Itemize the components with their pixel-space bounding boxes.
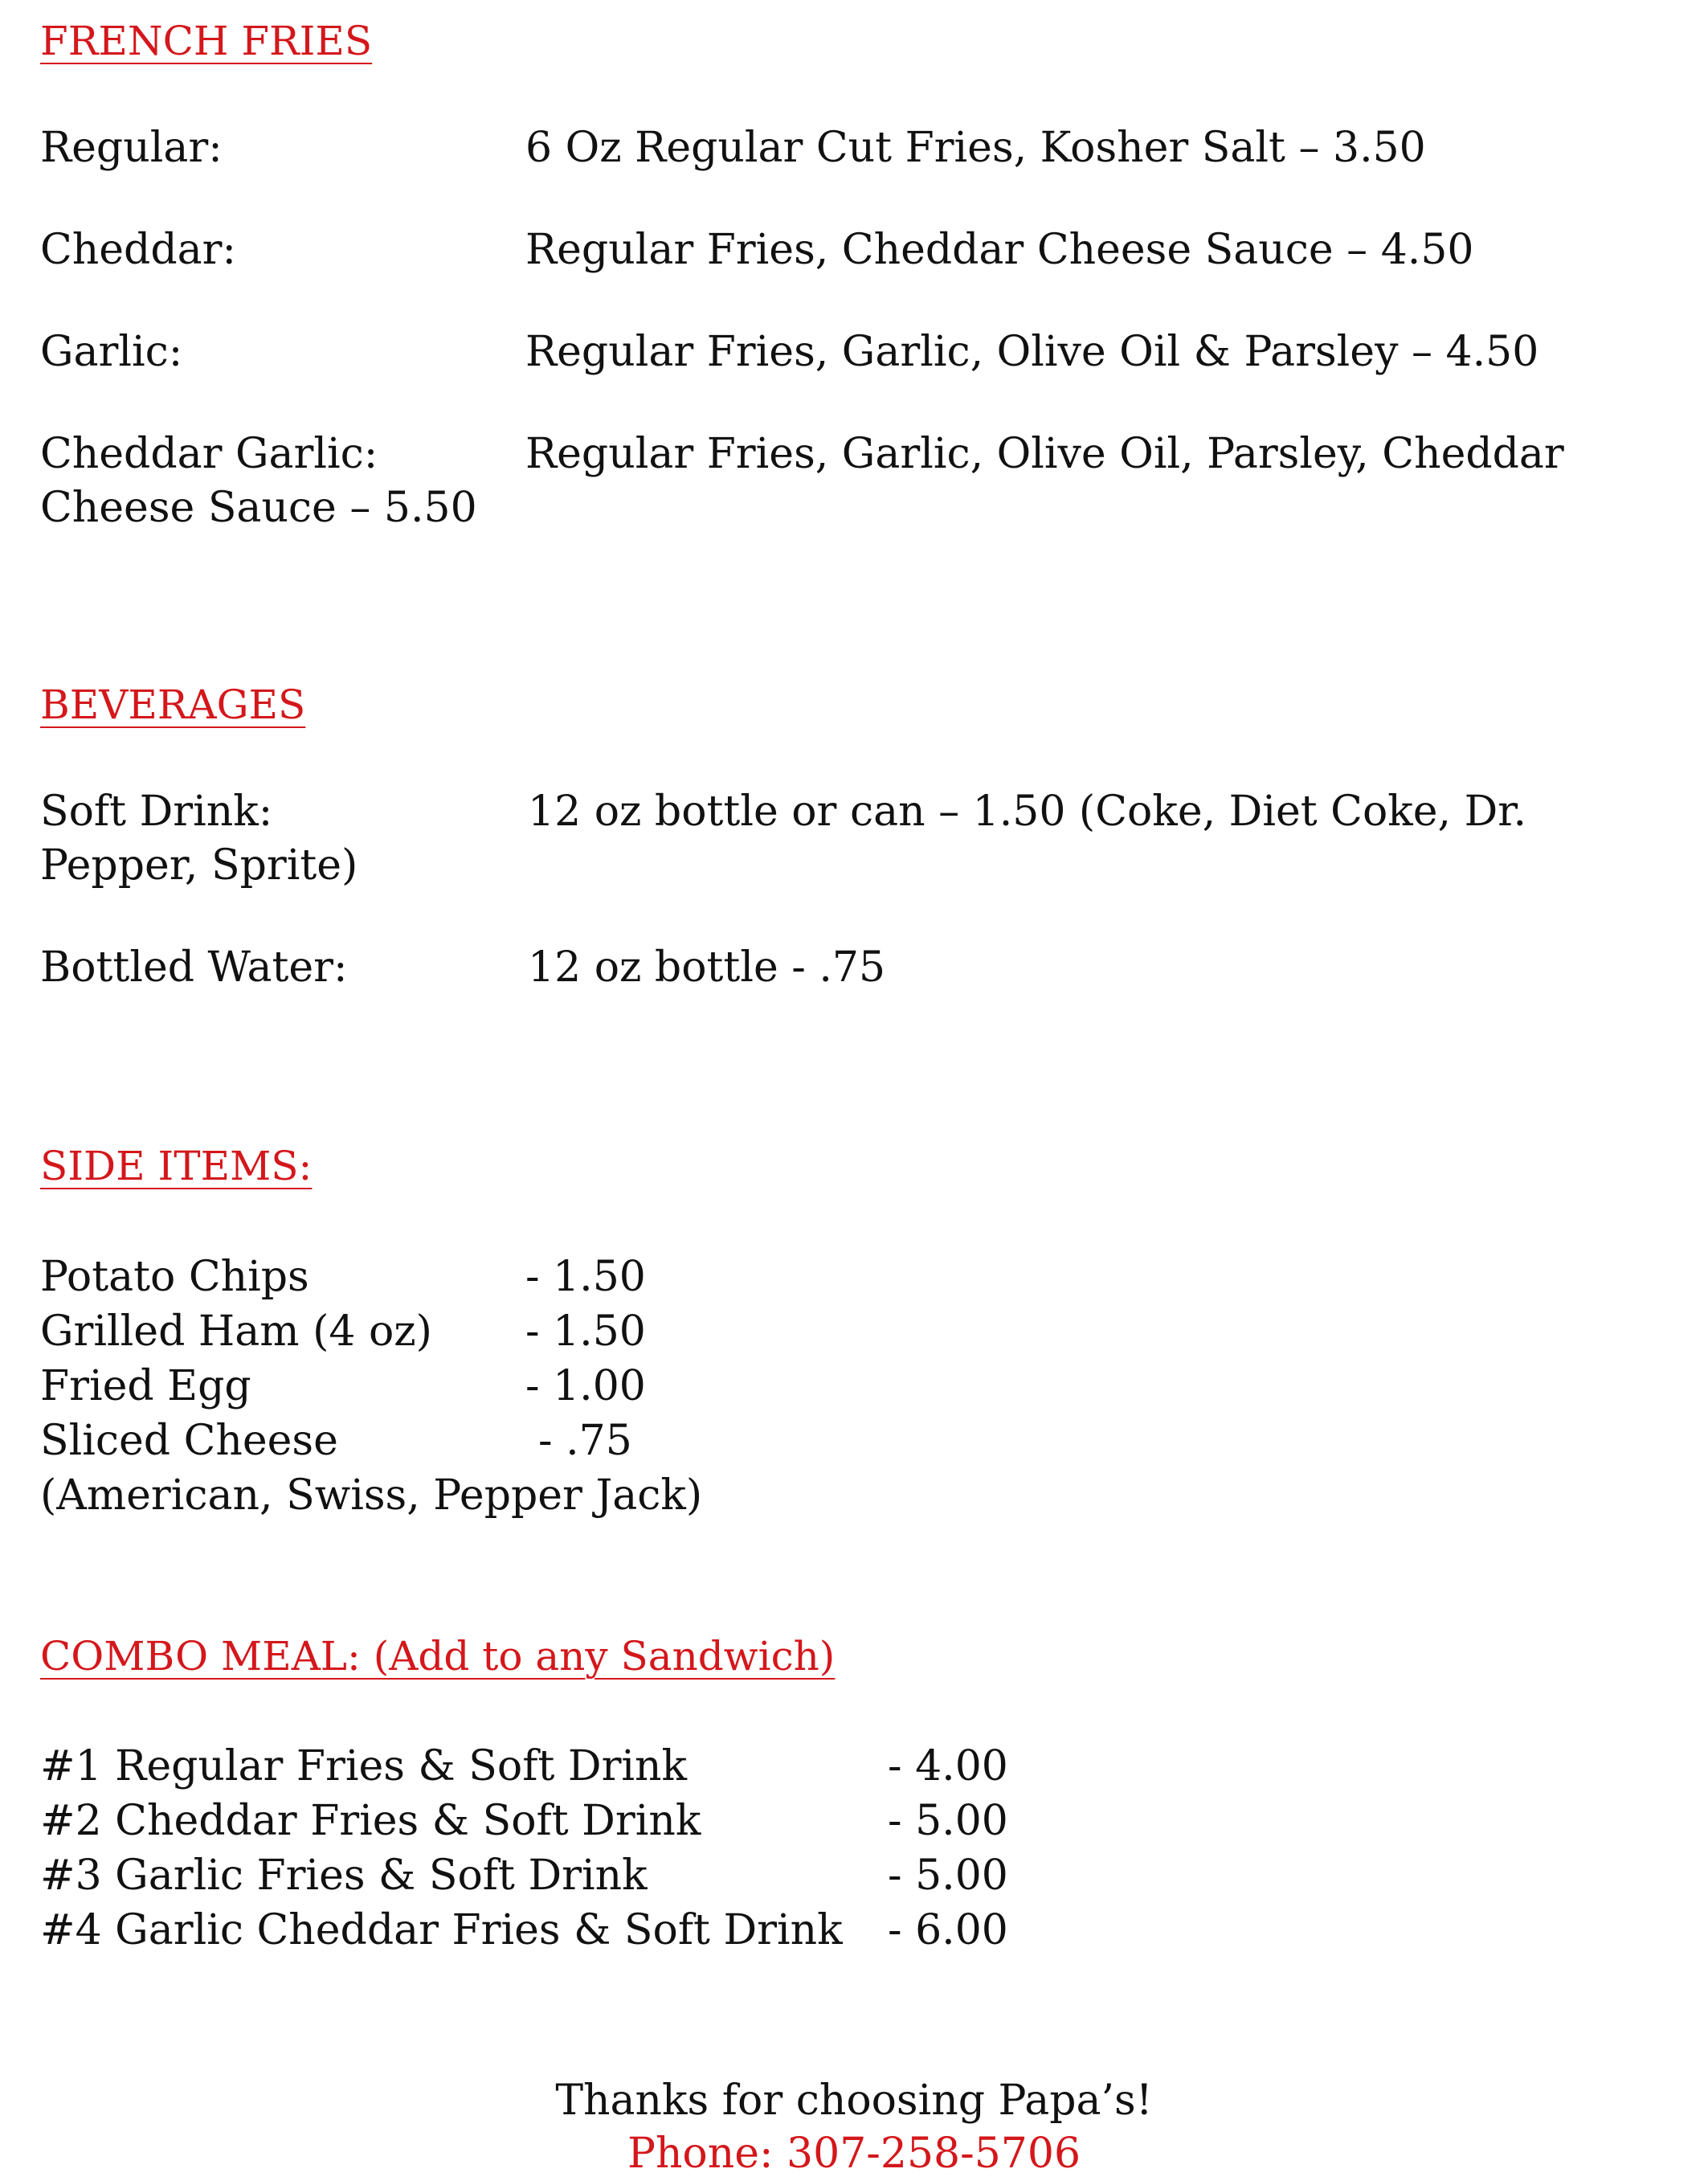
side-item-label: Grilled Ham (4 oz) [40, 1307, 432, 1356]
fries-item-desc-continued: Cheese Sauce – 5.50 [40, 484, 477, 532]
beverage-item-desc: 12 oz bottle - .75 [528, 943, 886, 992]
fries-item-label: Garlic: [40, 328, 183, 376]
beverage-item-label: Bottled Water: [40, 943, 348, 992]
beverage-item-desc-continued: Pepper, Sprite) [40, 841, 358, 890]
side-item-label: Fried Egg [40, 1362, 251, 1410]
side-item-note: (American, Swiss, Pepper Jack) [40, 1471, 703, 1520]
combo-item-label: #4 Garlic Cheddar Fries & Soft Drink [40, 1906, 843, 1954]
fries-item-label: Cheddar Garlic: [40, 430, 378, 478]
combo-item-price: - 6.00 [888, 1906, 1008, 1954]
fries-heading: FRENCH FRIES [40, 18, 373, 64]
fries-item-desc: Regular Fries, Garlic, Olive Oil & Parsley – 4.50 [525, 328, 1539, 376]
side-item-label: Sliced Cheese [40, 1417, 338, 1465]
beverages-heading: BEVERAGES [40, 681, 306, 728]
beverage-item-label: Soft Drink: [40, 788, 273, 836]
combo-item-label: #2 Cheddar Fries & Soft Drink [40, 1797, 701, 1845]
fries-item-desc: Regular Fries, Cheddar Cheese Sauce – 4.50 [525, 226, 1474, 274]
side-item-price: - 1.50 [525, 1307, 646, 1356]
side-item-price: - 1.50 [525, 1253, 646, 1301]
combo-item-price: - 5.00 [888, 1797, 1008, 1845]
thanks-message: Thanks for choosing Papa’s! [555, 2077, 1153, 2125]
fries-item-label: Cheddar: [40, 226, 237, 274]
fries-item-desc: Regular Fries, Garlic, Olive Oil, Parsley, Cheddar [525, 430, 1564, 478]
combo-item-price: - 4.00 [888, 1742, 1008, 1790]
side-item-price: - .75 [538, 1417, 632, 1465]
combo-item-price: - 5.00 [888, 1852, 1008, 1900]
combo-item-label: #3 Garlic Fries & Soft Drink [40, 1852, 648, 1900]
fries-item-label: Regular: [40, 124, 223, 172]
side-item-price: - 1.00 [525, 1362, 646, 1410]
beverage-item-desc: 12 oz bottle or can – 1.50 (Coke, Diet Coke, Dr. [528, 788, 1526, 836]
combo-item-label: #1 Regular Fries & Soft Drink [40, 1742, 688, 1790]
fries-item-desc: 6 Oz Regular Cut Fries, Kosher Salt – 3.50 [525, 124, 1426, 172]
sides-heading: SIDE ITEMS: [40, 1143, 313, 1189]
phone-number: Phone: 307-258-5706 [627, 2130, 1081, 2178]
side-item-label: Potato Chips [40, 1253, 309, 1301]
combo-heading: COMBO MEAL: (Add to any Sandwich) [40, 1633, 836, 1680]
